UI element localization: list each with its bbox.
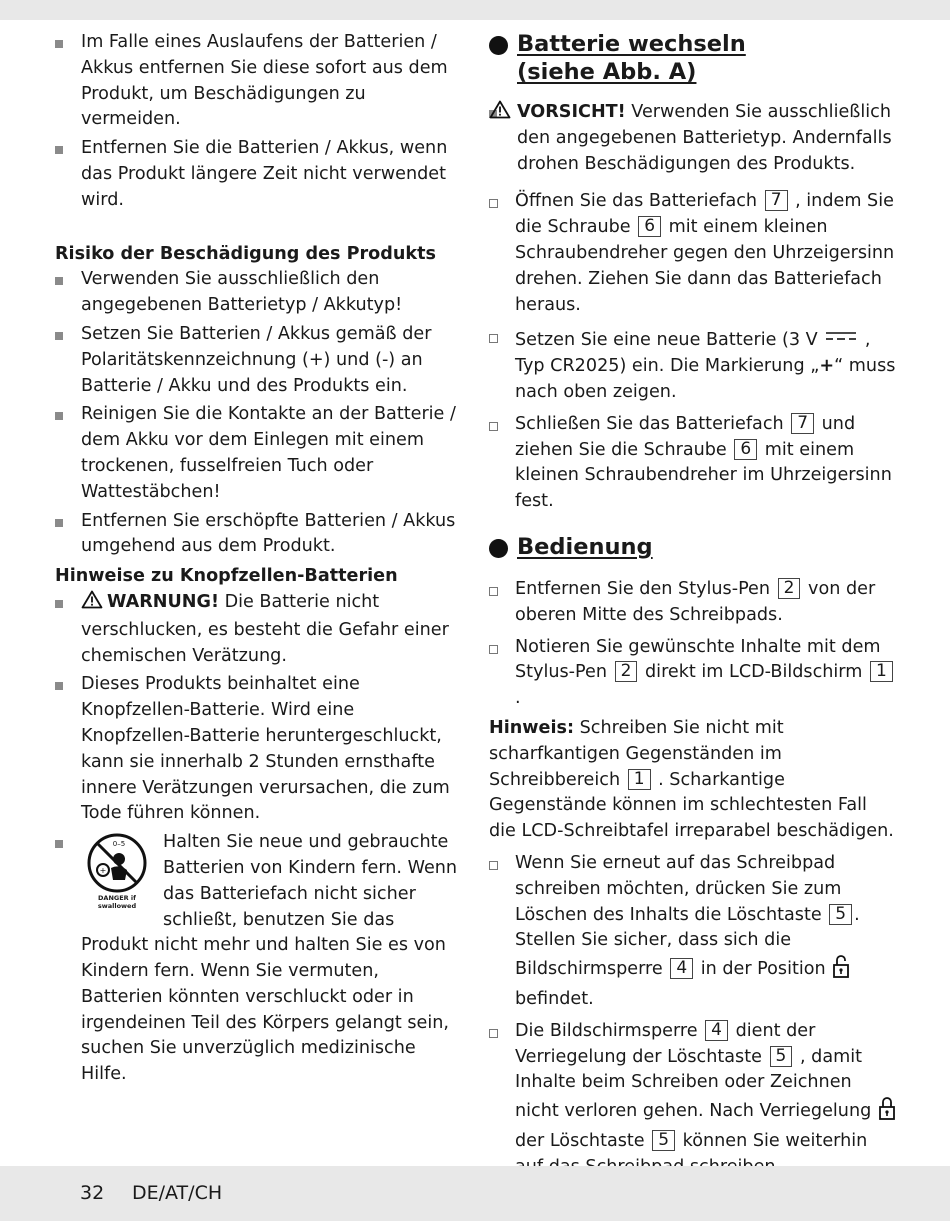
part-number: 2 [778,578,801,599]
part-number: 5 [652,1130,675,1151]
part-number: 1 [628,769,651,790]
part-number: 4 [705,1020,728,1041]
bullet-text: Dieses Produkts beinhaltet eine Knopfzellen-Batterie. Wird eine Knopfzellen-Batterie heruntergeschluckt, kann sie innerhalb 2 Stunden ernsthafte innere Verätzungen verursachen, die zum Tode führen können. [81,674,450,824]
right-column [489,30,899,1180]
warning-triangle-icon [489,100,511,128]
list-item: Schließen Sie das Batteriefach 7 und ziehen Sie die Schraube 6 mit einem kleinen Schraubendreher im Uhrzeigersinn fest. [489,412,899,515]
top-bar [0,0,950,20]
list-item [55,402,460,505]
section-title-line1: Batterie wechseln [517,31,746,57]
risk-heading: Risiko der Beschädigung des Produkts [55,243,436,264]
bullet-text: Verwenden Sie ausschließlich den angegebenen Batterietyp / Akkutyp! [81,269,403,316]
bullet-text: Entfernen Sie erschöpfte Batterien / Akkus umgehend aus dem Produkt. [81,510,456,557]
list-item: Entfernen Sie den Stylus-Pen 2 von der oberen Mitte des Schreibpads. [489,577,899,629]
part-number: 6 [734,439,757,460]
section-heading-operation [489,533,899,561]
list-item [55,322,460,399]
section-title-line2: (siehe Abb. A) [517,59,697,85]
list-item: Wenn Sie erneut auf das Schreibpad schreiben möchten, drücken Sie zum Löschen des Inhalts die Löschtaste 5 . Stellen Sie sicher, dass sich die Bildschirmsperre 4 in der Position befindet. [489,851,899,1013]
list-item [55,830,460,1088]
part-number: 2 [615,661,638,682]
closed-lock-icon [879,1096,895,1129]
list-item [55,590,460,669]
part-number: 6 [638,216,661,237]
bullet-text: Im Falle eines Auslaufens der Batterien / Akkus entfernen Sie diese sofort aus dem Produkt, um Beschädigungen zu vermeiden. [81,32,448,130]
list-item [55,672,460,827]
list-item [55,509,460,561]
button-cell-heading: Hinweise zu Knopfzellen-Batterien [55,566,398,587]
list-item: Setzen Sie eine neue Batterie (3 V , Typ CR2025) ein. Die Markierung „+“ muss nach oben zeigen. [489,324,899,405]
open-lock-icon [833,954,849,987]
caution-label: VORSICHT! [517,102,626,122]
part-number: 5 [829,904,852,925]
list-item [55,267,460,319]
page-footer [0,1166,950,1221]
danger-label: DANGER if swallowed [97,894,137,911]
bullet-text: Setzen Sie Batterien / Akkus gemäß der Polaritätskennzeichnung (+) und (-) an Batterie / Akku und des Produkts ein. [81,323,432,396]
part-number: 7 [765,190,788,211]
bullet-text: Reinigen Sie die Kontakte an der Batterie / dem Akku vor dem Einlegen mit einem trockenen, fusselfreien Tuch oder Wattestäbchen! [81,404,456,502]
warning-label: WARNUNG! [107,591,219,612]
caution-note [489,100,899,177]
region-label: DE/AT/CH [132,1182,223,1204]
section-title: Bedienung [517,533,653,560]
part-number: 7 [791,413,814,434]
bullet-text: Halten Sie neue und gebrauchte Batterien von Kindern fern. Wenn das Batteriefach nicht sicher schließt, benutzen Sie das Produkt nicht mehr und halten Sie es von Kindern fern. Wenn Sie vermuten, Batterien könnten verschluckt oder in irgendeinen Teil des Körpers gelangt sein, suchen Sie unverzüglich medizinische Hilfe. [81,832,458,1085]
caution-text: Verwenden Sie ausschließlich den angegebenen Batterietyp. Andernfalls drohen Beschädigungen des Produkts. [517,102,892,174]
note-label: Hinweis: [489,717,575,738]
note-paragraph: Hinweis: Schreiben Sie nicht mit scharfkantigen Gegenständen im Schreibbereich 1 . Scharkantige Gegenstände können im schlechtesten Fall die LCD-Schreibtafel irreparabel beschädigen. [489,717,894,842]
section-heading-battery [489,30,899,86]
dc-symbol-icon [825,324,857,350]
left-column [55,30,460,1088]
warning-text: Die Batterie nicht verschlucken, es besteht die Gefahr einer chemischen Verätzung. [81,591,449,666]
list-item: Notieren Sie gewünschte Inhalte mit dem Stylus-Pen 2 direkt im LCD-Bildschirm 1 . [489,635,899,712]
danger-age: 0–5 [112,840,126,849]
part-number: 1 [870,661,893,682]
part-number: 5 [770,1046,793,1067]
danger-swallow-icon [81,832,153,911]
page-number: 32 [80,1182,105,1204]
list-item [55,136,460,213]
svg-text:+: + [99,866,107,876]
bullet-text: Entfernen Sie die Batterien / Akkus, wenn das Produkt längere Zeit nicht verwendet wird. [81,138,448,210]
list-item: Öffnen Sie das Batteriefach 7 , indem Sie die Schraube 6 mit einem kleinen Schraubendreher gegen den Uhrzeigersinn drehen. Ziehen Sie dann das Batteriefach heraus. [489,189,899,318]
warning-triangle-icon [81,590,103,618]
list-item [55,30,460,133]
list-item: Die Bildschirmsperre 4 dient der Verriegelung der Löschtaste 5 , damit Inhalte beim Schreiben oder Zeichnen nicht verloren gehen. Nach Verriegelung der Löschtaste 5 können Sie weiterhin [489,1019,899,1181]
part-number: 4 [670,958,693,979]
